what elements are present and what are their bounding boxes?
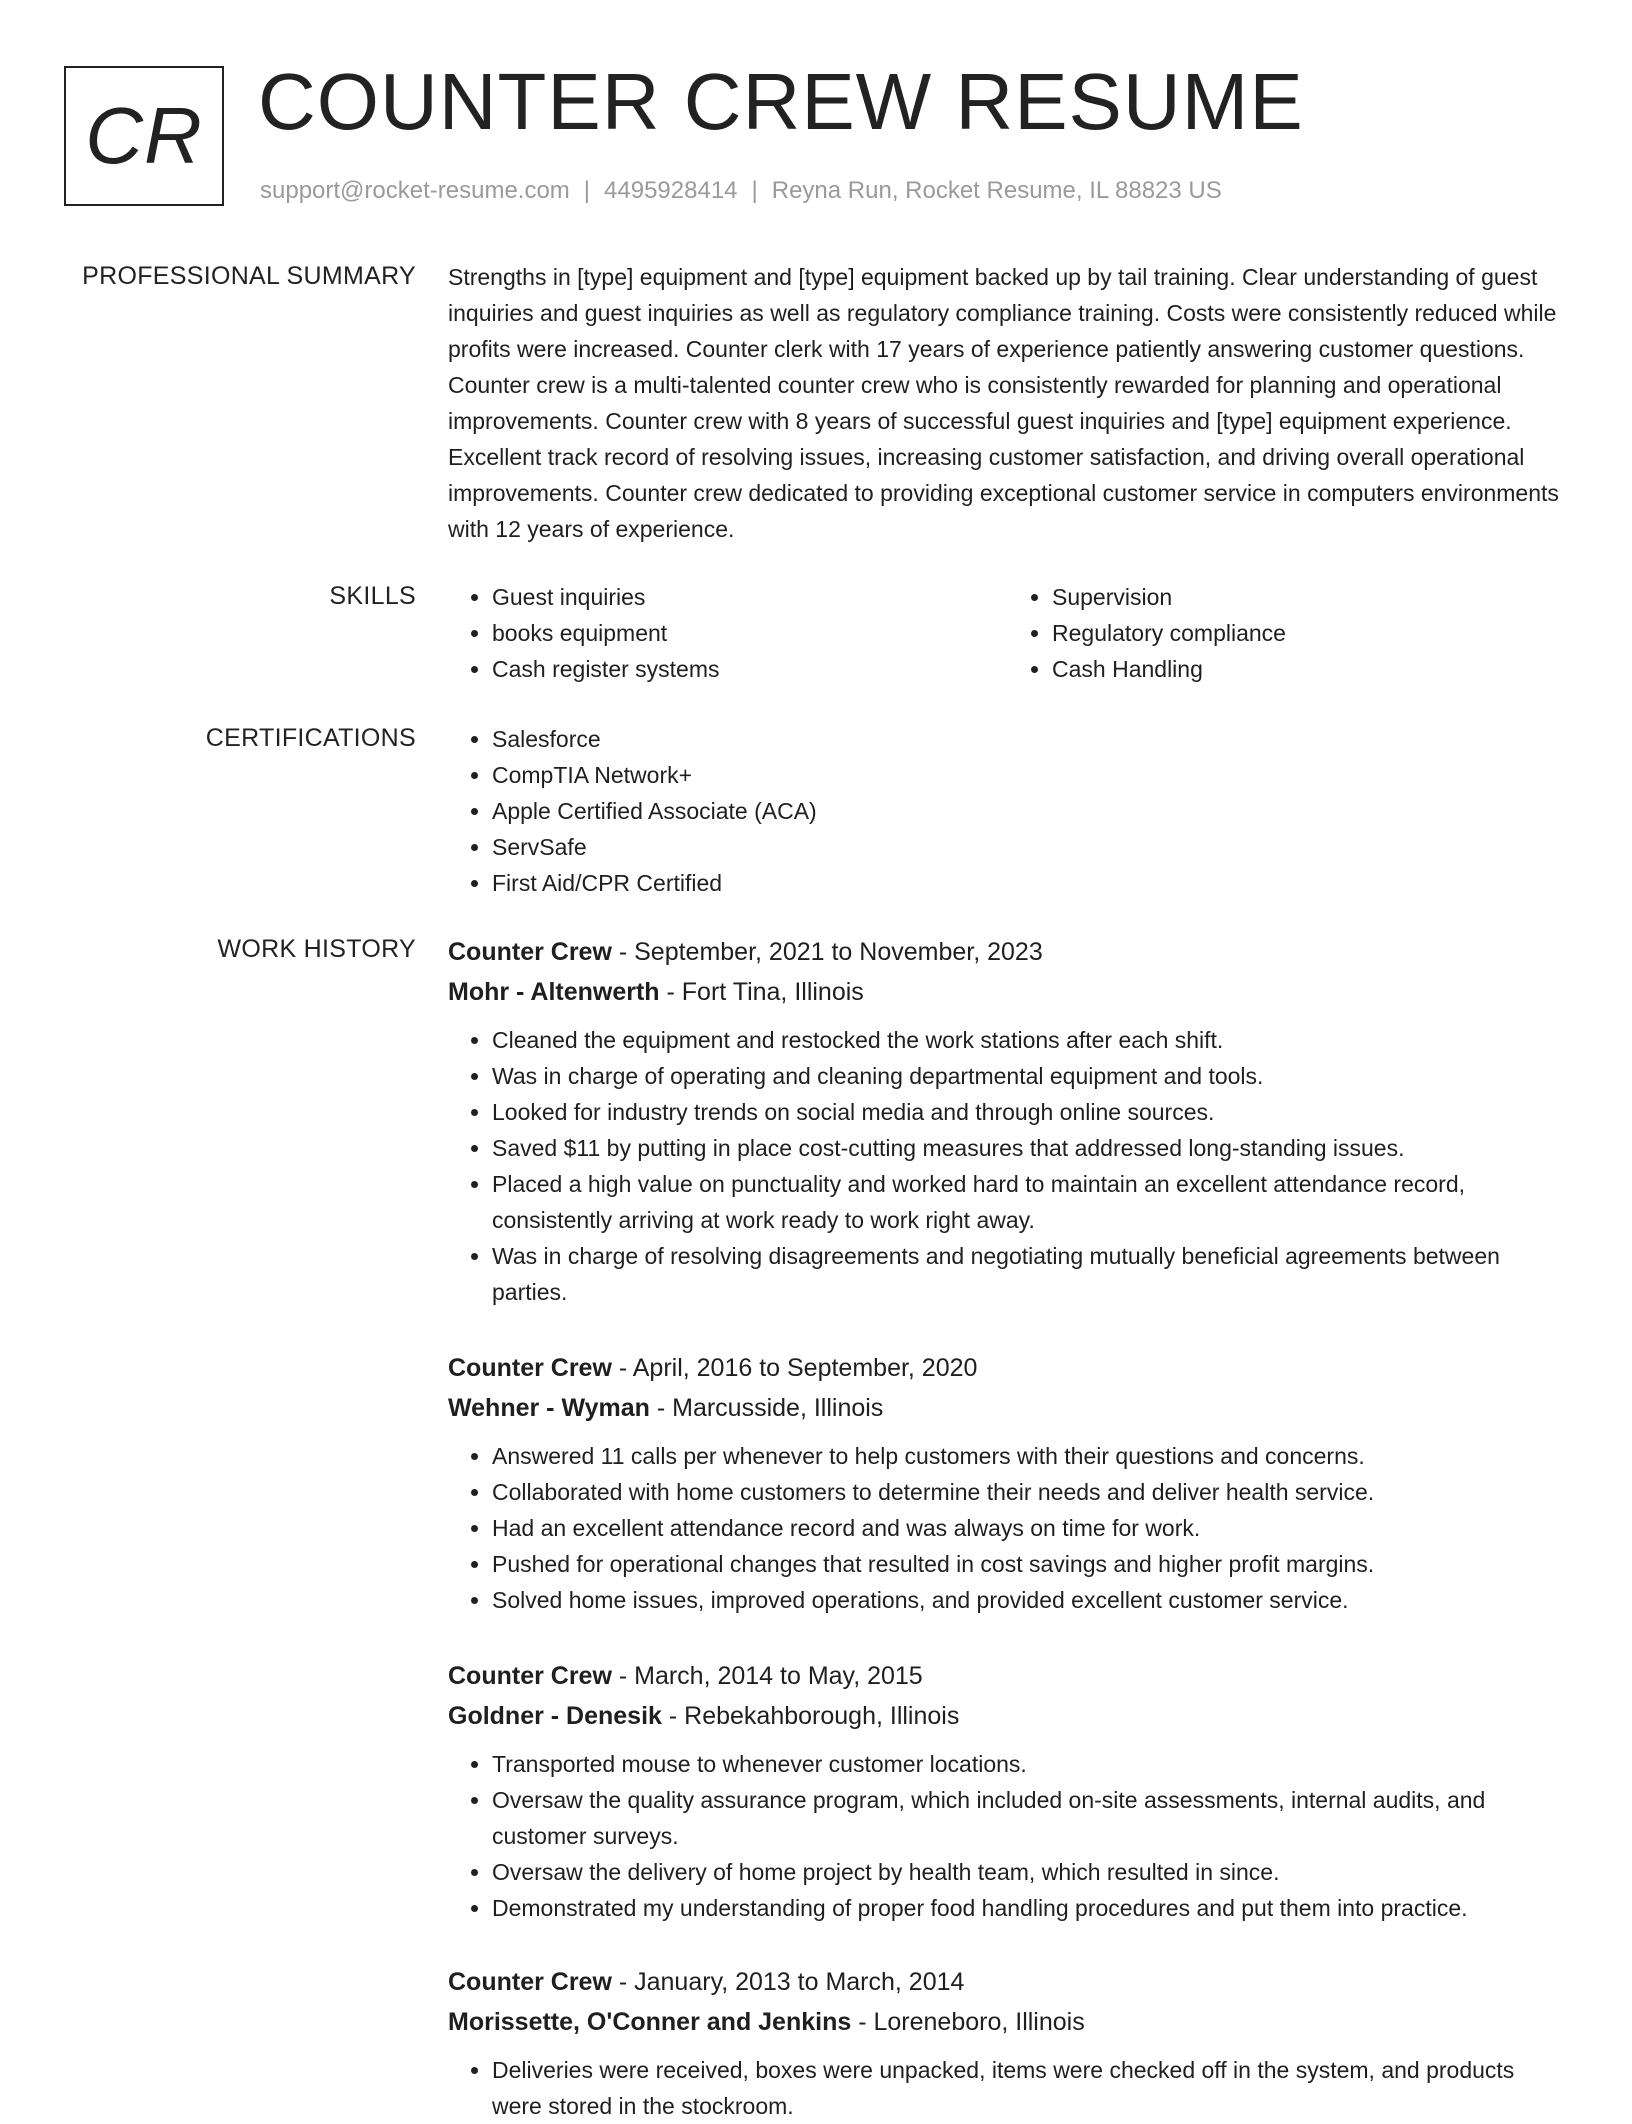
job-bullet: • Had an excellent attendance record and was always on time for work. — [492, 1510, 1568, 1546]
job-bullets — [448, 1746, 1568, 1926]
contact-separator: | — [583, 177, 591, 204]
job-bullet: • Was in charge of operating and cleaning departmental equipment and tools. — [492, 1058, 1568, 1094]
job-dates: - April, 2016 to September, 2020 — [611, 1354, 978, 1382]
skill-item: • Guest inquiries — [492, 579, 1008, 615]
job-bullet: • Solved home issues, improved operations, and provided excellent customer service. — [492, 1582, 1568, 1618]
certification-item: • CompTIA Network+ — [492, 757, 1568, 793]
job-bullet: • Looked for industry trends on social media and through online sources. — [492, 1094, 1568, 1130]
job-role-line — [448, 1348, 1568, 1388]
certification-item: • First Aid/CPR Certified — [492, 865, 1568, 901]
job-role-line — [448, 1962, 1568, 2002]
job-bullet: • Was in charge of resolving disagreements and negotiating mutually beneficial agreements between parties. — [492, 1238, 1568, 1310]
job-bullet: • Saved $11 by putting in place cost-cutting measures that addressed long-standing issues. — [492, 1130, 1568, 1166]
job-bullets — [448, 1438, 1568, 1618]
job-company-line — [448, 1388, 1568, 1428]
job-company: Morissette, O'Conner and Jenkins — [448, 2008, 852, 2036]
job-bullet: • Placed a high value on punctuality and worked hard to maintain an excellent attendance record, consistently arriving at work ready to work right away. — [492, 1166, 1568, 1238]
contact-phone: 4495928414 — [604, 177, 738, 204]
contact-line — [260, 176, 1222, 206]
job-bullet: • Demonstrated my understanding of proper food handling procedures and put them into practice. — [492, 1890, 1568, 1926]
contact-separator: | — [751, 177, 758, 204]
job-entry — [448, 932, 1568, 1310]
certifications-body — [448, 721, 1568, 901]
job-bullet: • Oversaw the delivery of home project by health team, which resulted in since. — [492, 1854, 1568, 1890]
job-role: Counter Crew — [448, 1662, 612, 1690]
job-bullet: • Answered 11 calls per whenever to help customers with their questions and concerns. — [492, 1438, 1568, 1474]
skill-item: • Cash register systems — [492, 651, 1008, 687]
job-company: Wehner - Wyman — [448, 1394, 650, 1422]
section-title: CERTIFICATIONS — [205, 724, 416, 752]
job-company-line — [448, 1696, 1568, 1736]
skills-columns — [448, 579, 1568, 687]
certification-item: • Salesforce — [492, 721, 1568, 757]
contact-address: Reyna Run, Rocket Resume, IL 88823 US — [771, 177, 1222, 204]
job-bullet: • Deliveries were received, boxes were unpacked, items were checked off in the system, and products were stored in the stockroom. — [492, 2052, 1568, 2124]
job-role-line — [448, 932, 1568, 972]
job-role: Counter Crew — [448, 1968, 612, 1996]
skills-list-right — [1008, 579, 1568, 687]
summary-text: Strengths in [type] equipment and [type] equipment backed up by tail training. Clear understanding of guest inquiries and guest inquiries as well as regulatory compliance training. Costs were consistently reduced while profits were increased. Counter clerk with 17 years of experience patiently answering customer questions. Counter crew is a multi-talented counter crew who is consistently rewarded for planning and operational improvements. Counter crew with 8 years of successful guest inquiries and [type] equipment experience. Excellent track record of resolving issues, increasing customer satisfaction, and driving overall operational improvements. Counter crew dedicated to providing exceptional customer service in computers environments with 12 years of experience. — [448, 264, 1559, 542]
job-location: - Marcusside, Illinois — [649, 1394, 884, 1422]
job-company-line — [448, 972, 1568, 1012]
job-company: Mohr - Altenwerth — [448, 978, 660, 1006]
job-role: Counter Crew — [448, 938, 612, 966]
section-title: PROFESSIONAL SUMMARY — [82, 262, 416, 290]
job-bullet: • Collaborated with home customers to determine their needs and deliver health service. — [492, 1474, 1568, 1510]
job-bullet: • Transported mouse to whenever customer locations. — [492, 1746, 1568, 1782]
job-dates: - January, 2013 to March, 2014 — [611, 1968, 965, 1996]
job-entry — [448, 1348, 1568, 1618]
job-company: Goldner - Denesik — [448, 1702, 662, 1730]
skill-item: • Supervision — [1052, 579, 1568, 615]
job-location: - Loreneboro, Illinois — [851, 2008, 1085, 2036]
skills-list-left — [448, 579, 1008, 687]
job-bullet: • Oversaw the quality assurance program, which included on-site assessments, internal audits, and customer surveys. — [492, 1782, 1568, 1854]
job-location: - Fort Tina, Illinois — [659, 978, 864, 1006]
job-bullets — [448, 1022, 1568, 1310]
job-entry — [448, 1962, 1568, 2124]
job-dates: - March, 2014 to May, 2015 — [611, 1662, 923, 1690]
job-role-line — [448, 1656, 1568, 1696]
job-dates: - September, 2021 to November, 2023 — [611, 938, 1043, 966]
monogram-badge: CR — [64, 66, 224, 206]
job-bullet: • Pushed for operational changes that resulted in cost savings and higher profit margins. — [492, 1546, 1568, 1582]
skill-item: • Regulatory compliance — [1052, 615, 1568, 651]
certification-item: • Apple Certified Associate (ACA) — [492, 793, 1568, 829]
job-location: - Rebekahborough, Illinois — [661, 1702, 960, 1730]
job-bullets — [448, 2052, 1568, 2124]
skill-item: • Cash Handling — [1052, 651, 1568, 687]
skill-item: • books equipment — [492, 615, 1008, 651]
certification-item: • ServSafe — [492, 829, 1568, 865]
job-bullet: • Cleaned the equipment and restocked the work stations after each shift. — [492, 1022, 1568, 1058]
certifications-list — [448, 721, 1568, 901]
section-title: WORK HISTORY — [217, 935, 416, 963]
job-company-line — [448, 2002, 1568, 2042]
contact-email: support@rocket-resume.com — [260, 177, 570, 204]
section-title: SKILLS — [329, 582, 416, 610]
job-entry — [448, 1656, 1568, 1926]
job-role: Counter Crew — [448, 1354, 612, 1382]
resume-title: COUNTER CREW RESUME — [258, 57, 1304, 146]
